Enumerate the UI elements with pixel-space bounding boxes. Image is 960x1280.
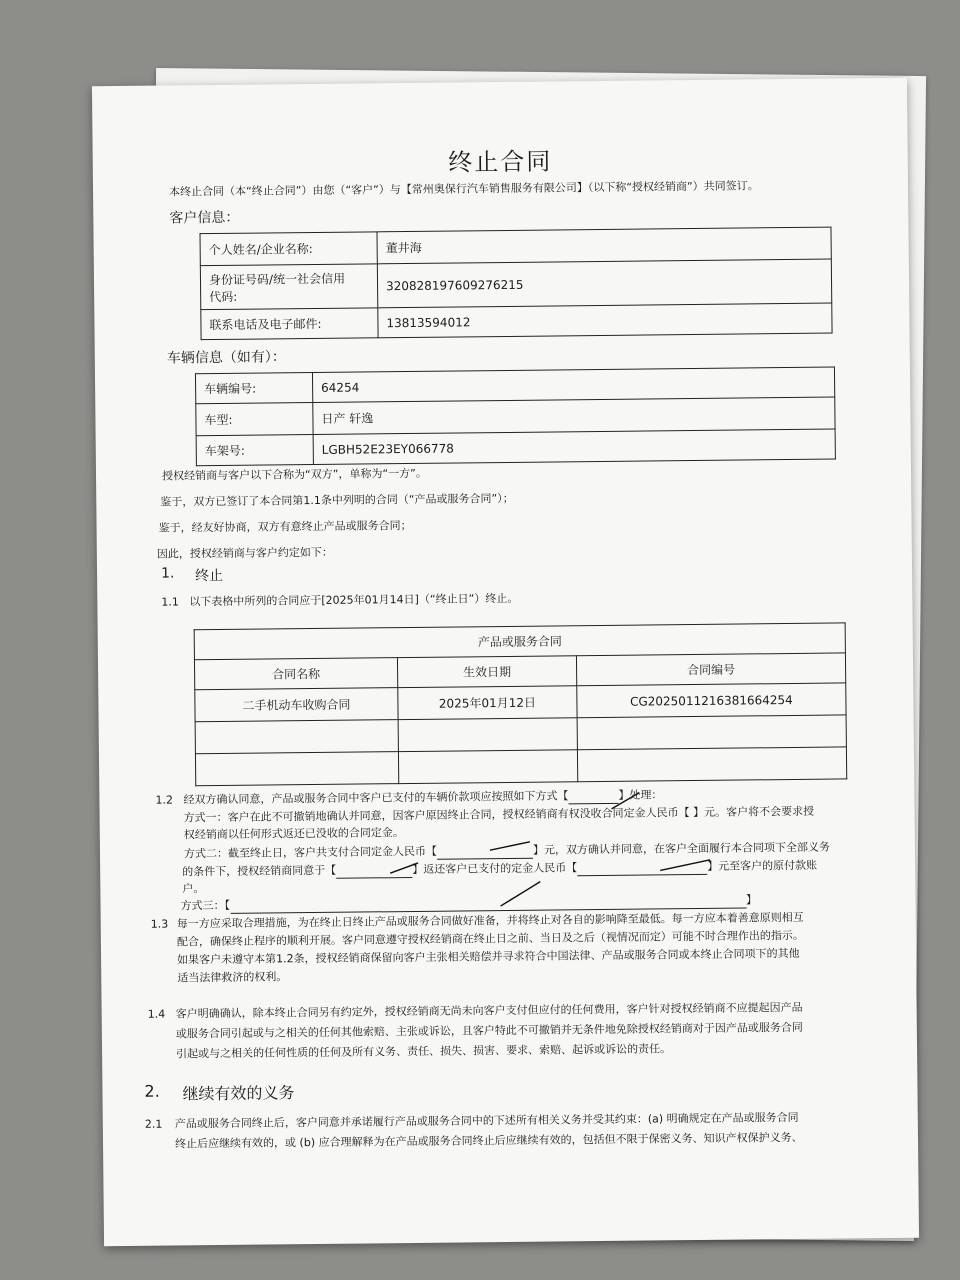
customer-name-value: 董井海 — [377, 227, 831, 264]
clause-1-3-line-4: 适当法律救济的权利。 — [177, 970, 288, 985]
cell-contract-name: 二手机动车收购合同 — [195, 688, 398, 722]
recital-parties: 授权经销商与客户以下合称为“双方”，单称为“一方”。 — [161, 466, 427, 483]
clause-1-3-line-2: 配合，确保终止程序的顺利开展。客户同意遵守授权经销商在终止日之前、当日及之后（视情况而定）可能不时合理作出的指示。 — [176, 928, 804, 949]
pen-strike-marks — [92, 78, 919, 1246]
vehicle-number-value: 64254 — [312, 367, 834, 402]
customer-name-label: 个人姓名/企业名称: — [200, 232, 377, 266]
clause-2-1-number: 2.1 — [144, 1117, 163, 1131]
id-number-value: 320828197609276215 — [377, 259, 831, 308]
clause-1-1-text: 以下表格中所列的合同应于[2025年01月14日]（“终止日”）终止。 — [189, 591, 519, 609]
section-1-title: 终止 — [195, 567, 224, 585]
recital-therefore: 因此，授权经销商与客户约定如下： — [156, 545, 333, 561]
clause-1-2-number: 1.2 — [155, 793, 173, 807]
method-2-line-2: 的条件下，授权经销商同意于【 】返还客户已支付的定金人民币【 】元至客户的原付款账 — [182, 858, 818, 879]
contact-value: 13813594012 — [378, 303, 832, 338]
recital-whereas-1: 鉴于，双方已签订了本合同第1.1条中列明的合同（“产品或服务合同”）； — [160, 491, 514, 509]
contract-page — [92, 78, 919, 1246]
clause-1-4-line-2: 或服务合同引起或与之相关的任何其他索赔、主张或诉讼，且客户特此不可撤销并无条件地免除授权经销商对于因产品或服务合同 — [175, 1020, 803, 1041]
method-2-line-1: 方式二：截至终止日，客户共支付合同定金人民币【 】元，双方确认并同意，在客户全面履行本合同项下全部义务 — [183, 840, 831, 861]
product-table-caption: 产品或服务合同 — [194, 623, 845, 660]
clause-1-4-line-3: 引起或与之相关的任何性质的任何及所有义务、责任、损失、损害、要求、索赔、起诉或诉讼的责任。 — [176, 1042, 672, 1061]
id-number-label: 身份证号码/统一社会信用 代码: — [200, 264, 377, 310]
clause-1-2-line: 经双方确认同意，产品或服务合同中客户已支付的车辆价款项应按照如下方式【 】处理： — [183, 788, 663, 807]
method-3-line: 方式三：【 】 — [180, 893, 758, 913]
clause-1-3-number: 1.3 — [150, 917, 169, 931]
method-1-line-2: 权经销商以任何形式返还已没收的合同定金。 — [183, 826, 404, 842]
intro-paragraph: 本终止合同（本“终止合同”）由您（“客户”）与【常州奥保行汽车销售服务有限公司】（以下称“授权经销商”）共同签订。 — [168, 179, 759, 199]
clause-1-3-line-1: 每一方应采取合理措施，为在终止日终止产品或服务合同做好准备，并将终止对各自的影响降至最低。每一方应本着善意原则相互 — [176, 910, 804, 931]
header-contract-name: 合同名称 — [194, 658, 397, 690]
header-contract-number: 合同编号 — [576, 653, 845, 686]
customer-info-heading: 客户信息： — [169, 209, 240, 227]
vehicle-model-label: 车型: — [196, 403, 313, 436]
clause-1-4-line-1: 客户明确确认，除本终止合同另有约定外，授权经销商无尚未向客户支付但应付的任何费用，客户针对授权经销商不应提起因产品 — [175, 1000, 803, 1021]
header-effective-date: 生效日期 — [397, 656, 576, 688]
section-2-number: 2. — [144, 1081, 160, 1101]
document-title: 终止合同 — [448, 147, 553, 177]
cell-effective-date: 2025年01月12日 — [398, 686, 577, 720]
clause-1-1-number: 1.1 — [161, 595, 179, 609]
cell-contract-number: CG2025011216381664254 — [577, 683, 846, 718]
recital-whereas-2: 鉴于，经友好协商，双方有意终止产品或服务合同； — [158, 518, 412, 535]
clause-1-4-number: 1.4 — [147, 1007, 166, 1021]
vin-label: 车架号: — [196, 435, 313, 466]
clause-1-3-line-3: 如果客户未遵守本第1.2条，授权经销商保留向客户主张相关赔偿并寻求符合中国法律、产品或服务合同或本终止合同项下的其他 — [177, 946, 800, 967]
contact-label: 联系电话及电子邮件: — [201, 308, 378, 340]
method-2-line-3: 户。 — [182, 882, 205, 896]
method-1-line-1: 方式一：客户在此不可撤销地确认并同意，因客户原因终止合同，授权经销商有权没收合同定金人民币【 】元。客户将不会要求授 — [183, 804, 815, 825]
vehicle-info-heading: 车辆信息（如有）： — [166, 349, 286, 367]
section-2-title: 继续有效的义务 — [182, 1083, 295, 1104]
clause-2-1-line-1: 产品或服务合同终止后，客户同意并承诺履行产品或服务合同中的下述所有相关义务并受其约束：(a) 明确规定在产品或服务合同 — [174, 1110, 799, 1131]
clause-2-1-line-2: 终止后应继续有效的，或 (b) 应合理解释为在产品或服务合同终止后应继续有效的，包括但不限于保密义务、知识产权保护义务、 — [174, 1130, 803, 1151]
section-1-number: 1. — [160, 565, 175, 582]
vehicle-model-value: 日产 轩逸 — [313, 397, 835, 434]
vehicle-number-label: 车辆编号: — [195, 373, 312, 404]
vin-value: LGBH52E23EY066778 — [313, 429, 835, 464]
